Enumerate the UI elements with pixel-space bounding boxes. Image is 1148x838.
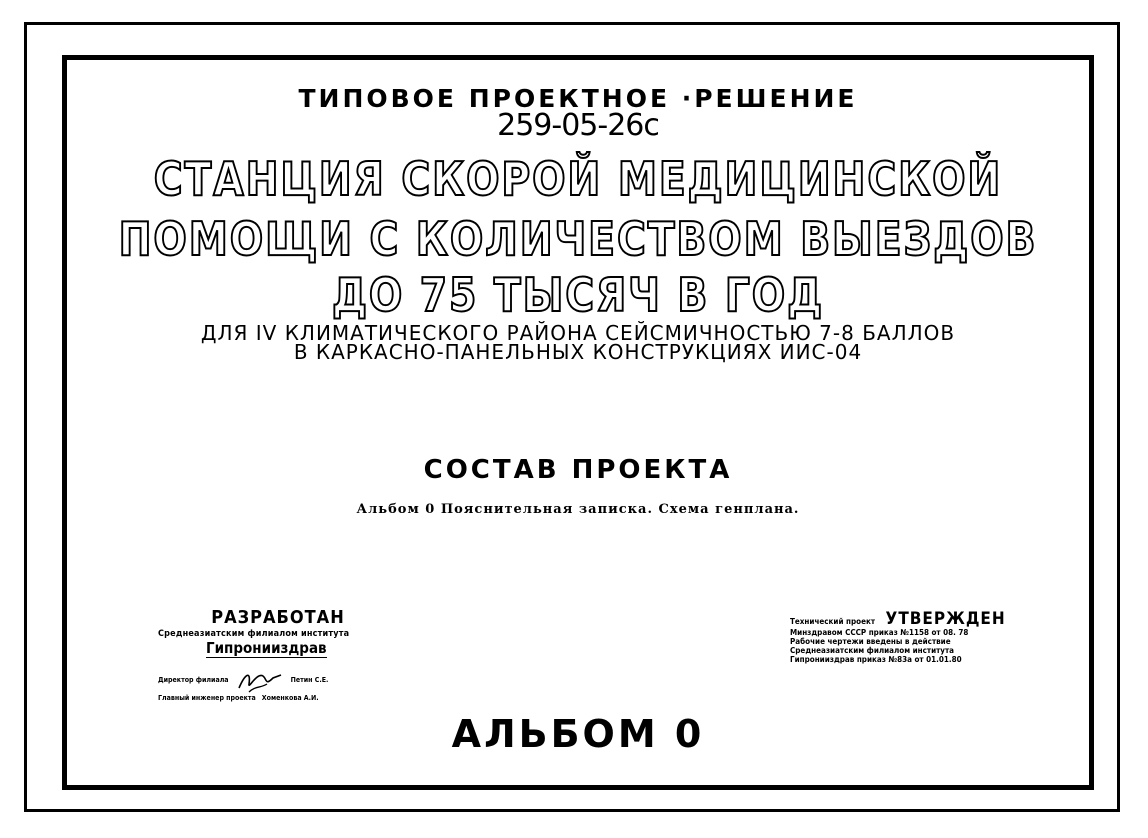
subtitle-line-1: ДЛЯ IV КЛИМАТИЧЕСКОГО РАЙОНА СЕЙСМИЧНОСТЬЮ 7-8 БАЛЛОВ bbox=[200, 321, 956, 345]
album-contents-line: Альбом 0 Пояснительная записка. Схема генплана. bbox=[356, 502, 800, 517]
developed-by-block bbox=[158, 608, 438, 702]
developed-title: РАЗРАБОТАН bbox=[211, 607, 345, 628]
chief-label: Главный инженер проекта bbox=[158, 694, 256, 703]
approved-line-3: Среднеазиатским филиалом института bbox=[790, 645, 955, 655]
subtitle-line-2: В КАРКАСНО-ПАНЕЛЬНЫХ КОНСТРУКЦИЯХ ИИС-04 bbox=[293, 340, 863, 364]
title-line-1: СТАНЦИЯ СКОРОЙ МЕДИЦИНСКОЙ bbox=[153, 152, 1003, 206]
composition-heading: СОСТАВ ПРОЕКТА bbox=[423, 455, 733, 485]
approved-line-4: Гипронииздрав приказ №83а от 01.01.80 bbox=[790, 654, 962, 664]
album-label: АЛЬБОМ 0 bbox=[451, 712, 705, 756]
developer-org: Среднеазиатским филиалом института bbox=[158, 628, 350, 639]
type-solution-label: ТИПОВОЕ ПРОЕКТНОЕ ·РЕШЕНИЕ bbox=[298, 84, 858, 113]
approved-line-1: Минздравом СССР приказ №1158 от 08. 78 bbox=[790, 628, 969, 638]
signature-icon bbox=[235, 666, 285, 694]
chief-name: Хоменкова А.И. bbox=[261, 694, 319, 703]
approved-line-2: Рабочие чертежи введены в действие bbox=[790, 636, 951, 646]
approved-header-row bbox=[790, 610, 1040, 629]
approved-block bbox=[790, 610, 1040, 665]
chief-row bbox=[158, 694, 438, 702]
project-number: 259-05-26с bbox=[497, 108, 659, 143]
institute-name: Гипронииздрав bbox=[206, 639, 327, 658]
approved-lead: Технический проект bbox=[790, 617, 876, 626]
title-line-3: ДО 75 ТЫСЯЧ В ГОД bbox=[331, 268, 825, 322]
director-name: Петин С.Е. bbox=[290, 676, 329, 685]
director-row bbox=[158, 666, 438, 694]
approved-stamp: УТВЕРЖДЕН bbox=[885, 609, 1006, 629]
title-line-2: ПОМОЩИ С КОЛИЧЕСТВОМ ВЫЕЗДОВ bbox=[118, 212, 1038, 266]
director-label: Директор филиала bbox=[158, 676, 229, 685]
